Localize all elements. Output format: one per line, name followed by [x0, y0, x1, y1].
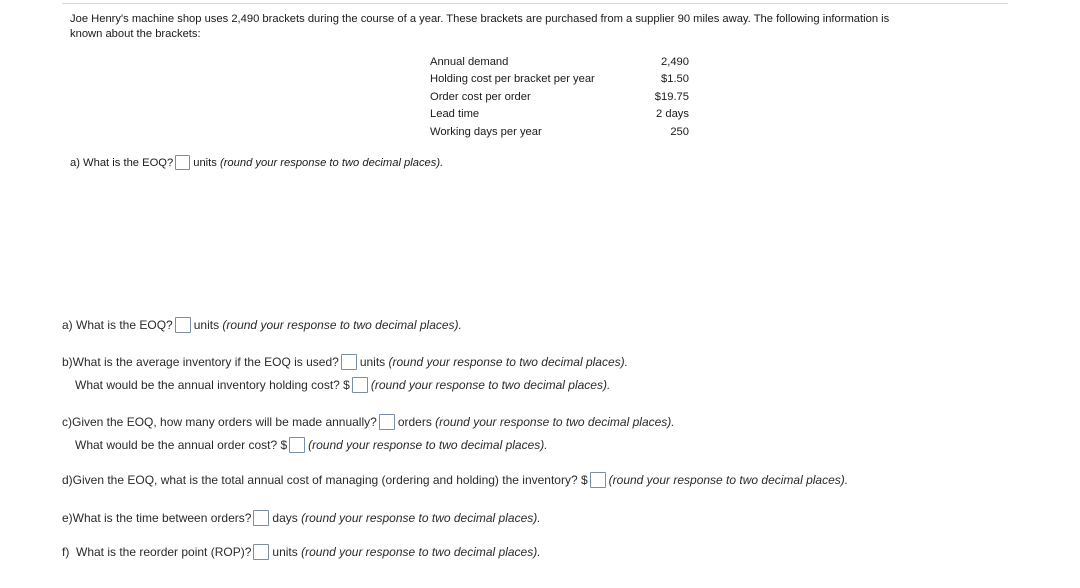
orders-per-year-input[interactable] — [379, 414, 395, 430]
table-value-annual-demand: 2,490 — [661, 56, 689, 68]
question-b2-prefix: What would be the annual inventory holding cost? $ — [75, 378, 350, 392]
table-value-working-days: 250 — [670, 126, 689, 138]
question-a — [62, 317, 462, 333]
table-value-lead-time: 2 days — [656, 108, 689, 120]
eoq-answer-input[interactable] — [175, 317, 191, 333]
question-d-note: (round your response to two decimal places). — [608, 473, 849, 487]
question-a-top-prefix: a) What is the EOQ? — [70, 156, 174, 169]
question-b-holding-cost — [75, 377, 610, 393]
question-e-time-between-orders — [62, 510, 541, 526]
question-f-unit: units — [272, 545, 298, 559]
question-b2-note: (round your response to two decimal places). — [370, 378, 611, 392]
question-c2-note: (round your response to two decimal places). — [308, 438, 548, 452]
average-inventory-input[interactable] — [341, 354, 357, 370]
table-label-lead-time: Lead time — [430, 108, 480, 120]
question-a-prefix: a) What is the EOQ? — [62, 318, 173, 332]
question-c1-note: (round your response to two decimal places). — [435, 415, 675, 429]
annual-order-cost-input[interactable] — [289, 437, 305, 453]
question-d-prefix: d)Given the EOQ, what is the total annual cost of managing (ordering and holding) the inventory? $ — [62, 473, 588, 487]
question-b1-note: (round your response to two decimal places). — [388, 355, 628, 369]
question-c1-prefix: c)Given the EOQ, how many orders will be made annually? — [62, 415, 377, 429]
table-value-order-cost: $19.75 — [654, 91, 689, 103]
question-c1-unit: orders — [397, 415, 432, 429]
problem-intro — [70, 12, 1000, 42]
question-c-orders — [62, 414, 675, 430]
total-annual-cost-input[interactable] — [590, 472, 606, 488]
question-c-order-cost — [75, 437, 548, 453]
question-c2-prefix: What would be the annual order cost? $ — [75, 438, 288, 452]
question-a-top-note: (round your response to two decimal places). — [219, 156, 444, 169]
question-e-prefix: e)What is the time between orders? — [62, 511, 252, 525]
question-a-note: (round your response to two decimal places). — [222, 318, 462, 332]
time-between-orders-input[interactable] — [253, 510, 269, 526]
table-label-annual-demand: Annual demand — [430, 56, 509, 68]
intro-line-1: Joe Henry's machine shop uses 2,490 brackets during the course of a year. These brackets are purchased from a supplier 90 miles away. The following information is — [70, 13, 890, 25]
question-a-unit: units — [193, 318, 220, 332]
table-label-order-cost: Order cost per order — [430, 91, 531, 103]
question-a-top-unit: units — [193, 156, 217, 169]
question-f-note: (round your response to two decimal places). — [301, 545, 541, 559]
question-e-note: (round your response to two decimal places). — [301, 511, 541, 525]
question-f-prefix: f) What is the reorder point (ROP)? — [62, 545, 252, 559]
question-f-reorder-point — [62, 544, 541, 560]
holding-cost-input[interactable] — [352, 377, 368, 393]
question-b1-prefix: b)What is the average inventory if the EOQ is used? — [62, 355, 339, 369]
table-label-working-days: Working days per year — [430, 126, 542, 138]
question-b-average-inventory — [62, 354, 628, 370]
intro-line-2: known about the brackets: — [70, 28, 201, 40]
table-value-holding-cost: $1.50 — [661, 73, 689, 85]
question-d-total-cost — [62, 472, 848, 488]
top-divider — [62, 3, 1008, 4]
eoq-answer-input-top[interactable] — [175, 155, 190, 170]
question-e-unit: days — [272, 511, 298, 525]
question-b1-unit: units — [359, 355, 386, 369]
question-a-top — [70, 155, 443, 170]
reorder-point-input[interactable] — [253, 544, 269, 560]
table-label-holding-cost: Holding cost per bracket per year — [430, 73, 595, 85]
